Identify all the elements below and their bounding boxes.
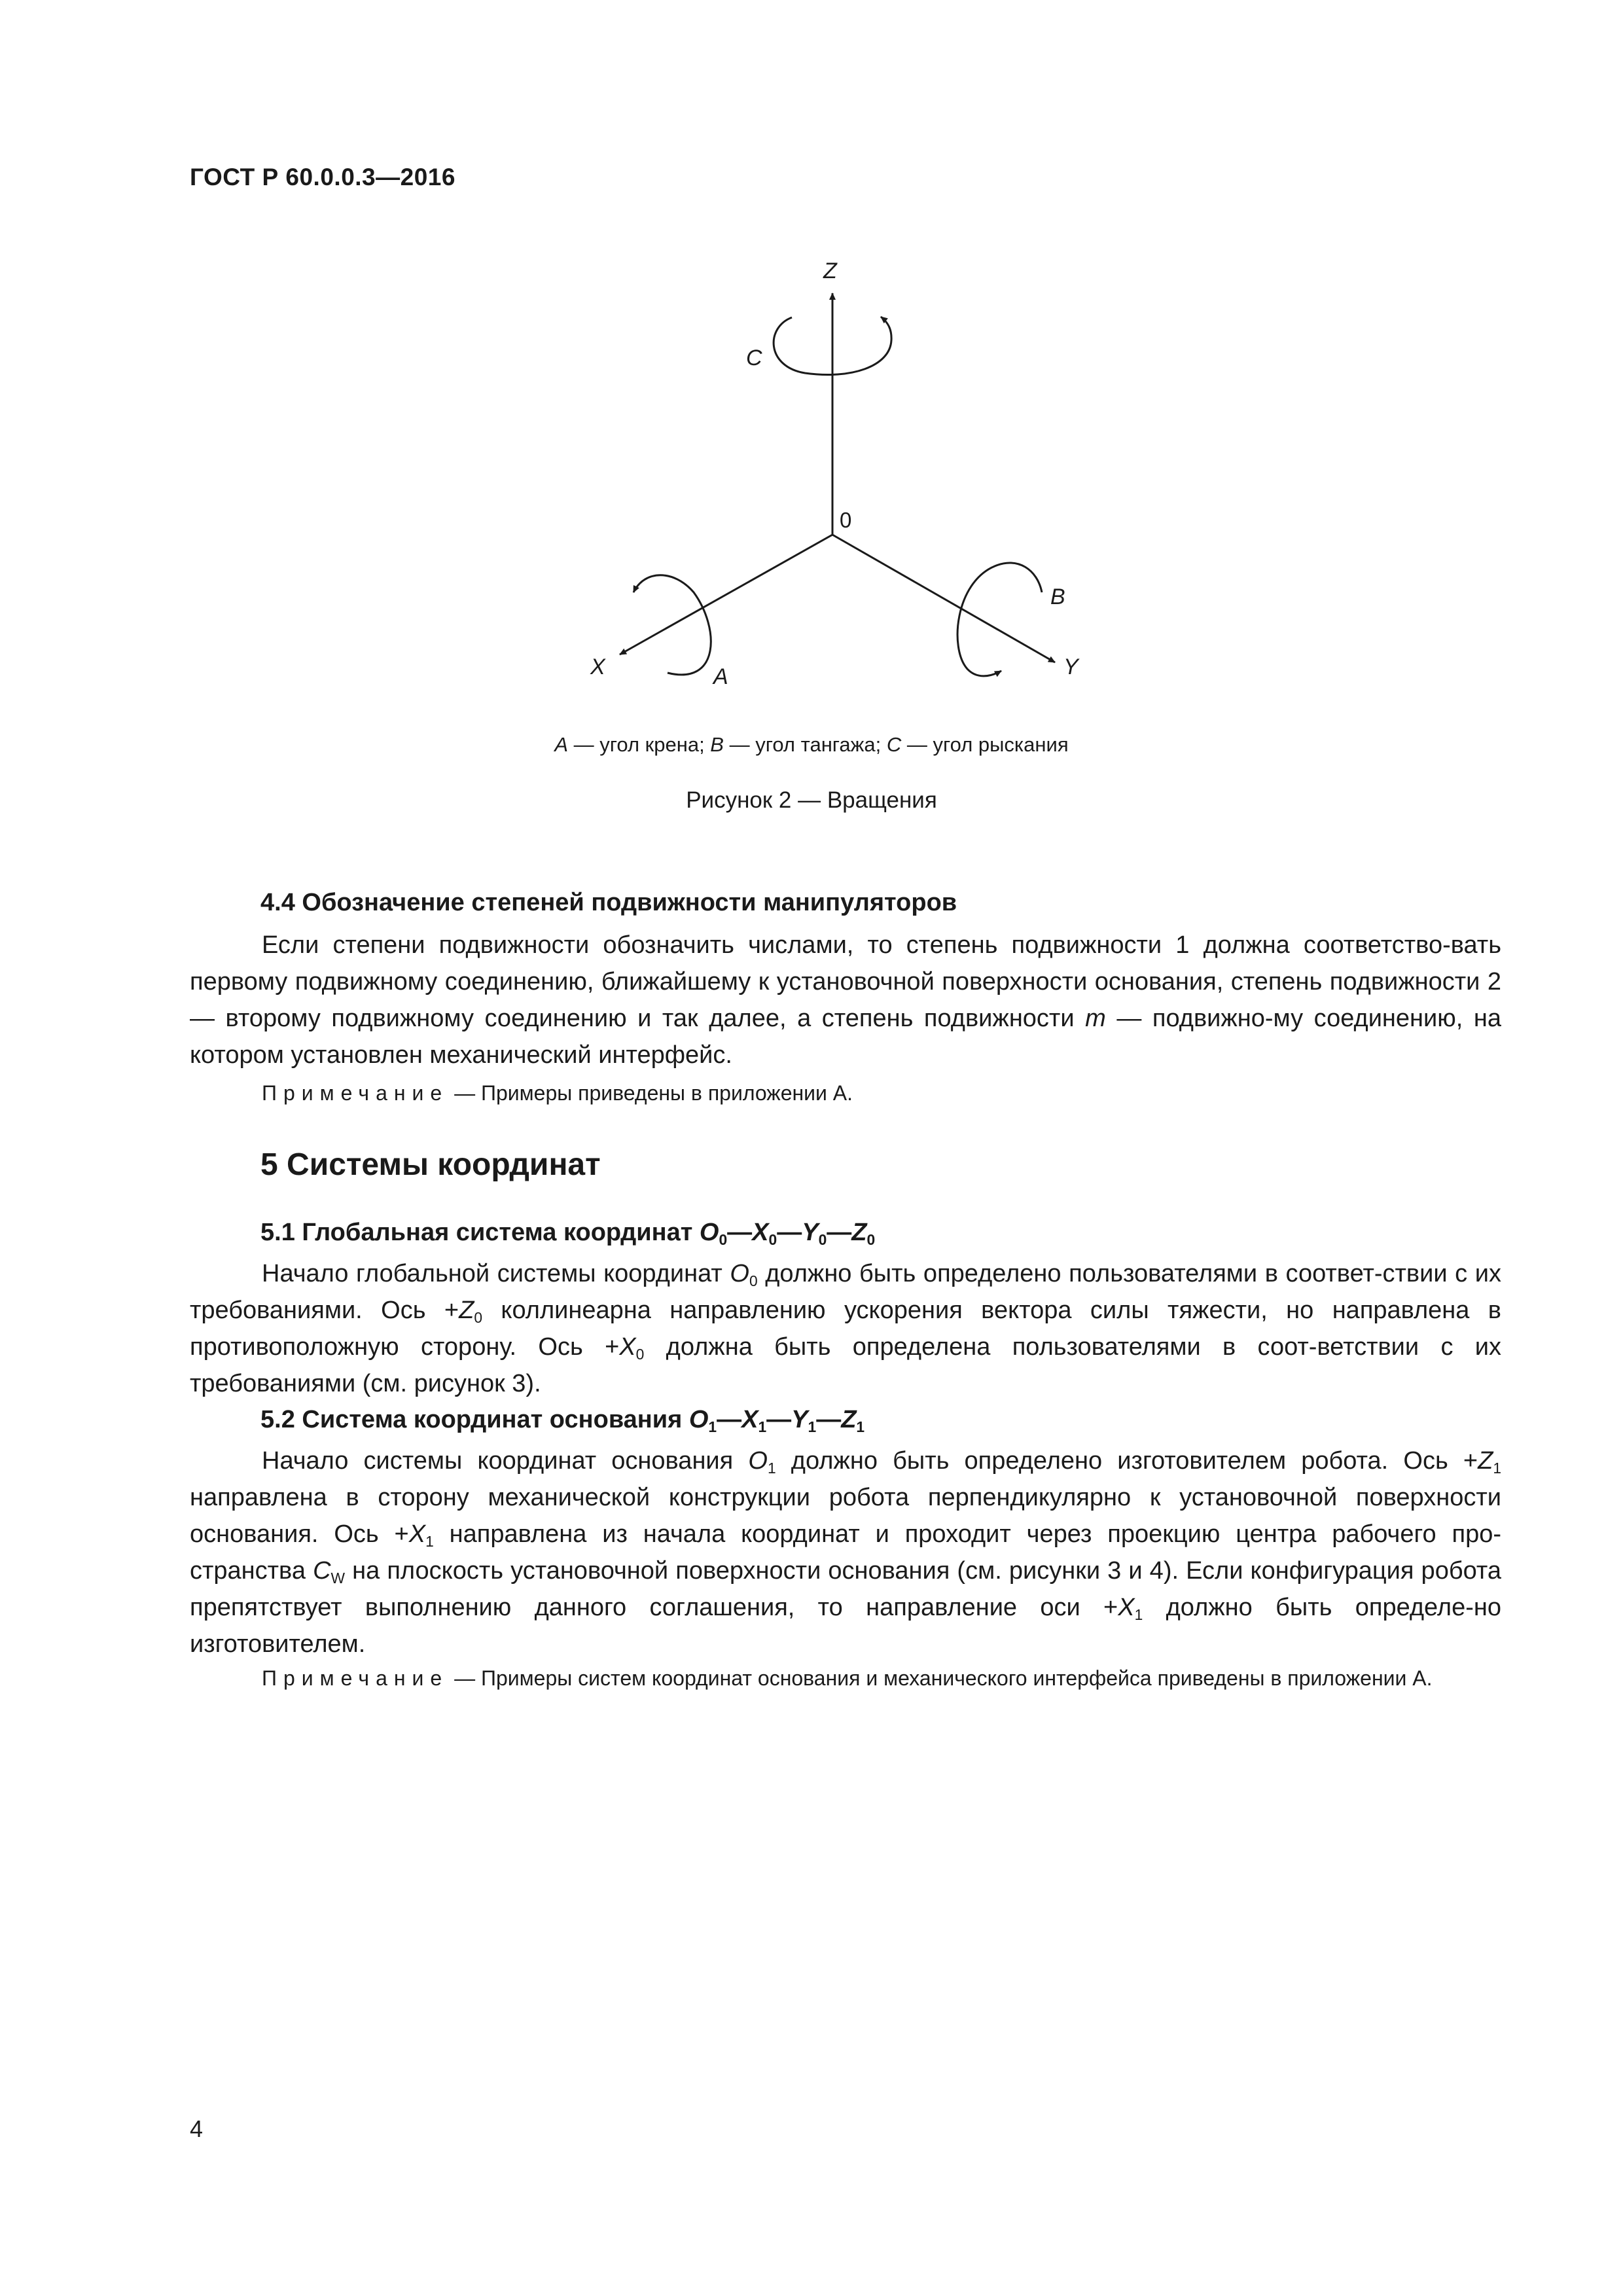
origin-label: 0: [840, 508, 852, 532]
c-label: C: [746, 346, 762, 370]
a-label: A: [713, 664, 728, 689]
y-axis: [832, 535, 1055, 662]
section-5-2-paragraph: Начало системы координат основания $O_1$ должно быть определено изготовителем робота. Ось $+Z_1$ направлена в сторону механической конструкции робота перпендикулярно к установочной поверхности основания. Ось $+X_1$ направлена из начала координат и проходит через проекцию центра рабочего про-странства $C_W$ на плоскость установочной поверхности основания (см. рисунки 3 и 4). Если конфигурация робота препятствует выполнению данного соглашения, то направление оси $+X_1$ должно быть определе-но изготовителем.: [190, 1447, 1502, 1658]
section-4-4-paragraph: Если степени подвижности обозначить числами, то степень подвижности 1 должна соответство-вать первому подвижному соединению, ближайшему к установочной поверхности основания, степень подвижности 2 — второму подвижному соединению и так далее, а степень подвижности m — подвижно-му соединению, на котором установлен механический интерфейс.: [190, 931, 1501, 1069]
x-axis: [620, 535, 832, 655]
figure-caption: Рисунок 2 — Вращения: [686, 787, 937, 813]
figure-legend: A — угол крена; B — угол тангажа; C — угол рыскания: [554, 733, 1069, 756]
z-label: Z: [823, 259, 837, 283]
section-4-4-note: Примечание — Примеры приведены в приложении А.: [262, 1081, 853, 1105]
section-5-2-heading: 5.2 Система координат основания $O_1—X_1—Y_1—Z_1$: [260, 1406, 865, 1435]
page-number: 4: [190, 2115, 204, 2142]
section-5-2-note: Примечание — Примеры систем координат основания и механического интерфейса приведены в приложении А.: [262, 1666, 1433, 1690]
section-4-4-heading: 4.4 Обозначение степеней подвижности манипуляторов: [260, 889, 957, 916]
rotation-b-arrow: [957, 563, 1042, 676]
section-5-1-paragraph: Начало глобальной системы координат $O_0$ должно быть определено пользователями в соответ-ствии с их требованиями. Ось $+Z_0$ коллинеарна направлению ускорения вектора силы тяжести, но направлена в противоположную сторону. Ось $+X_0$ должна быть определена пользователями в соот-ветствии с их требованиями (см. рисунок 3).: [190, 1260, 1501, 1397]
b-label: B: [1050, 584, 1065, 609]
y-label: Y: [1063, 655, 1079, 679]
section-5-1-heading: 5.1 Глобальная система координат $O_0—X_0—Y_0—Z_0$: [260, 1219, 876, 1248]
section-5-heading: 5 Системы координат: [260, 1147, 601, 1182]
x-label: X: [590, 655, 605, 679]
document-header: ГОСТ Р 60.0.0.3—2016: [190, 164, 455, 190]
rotation-axes-diagram: [0, 0, 1623, 733]
